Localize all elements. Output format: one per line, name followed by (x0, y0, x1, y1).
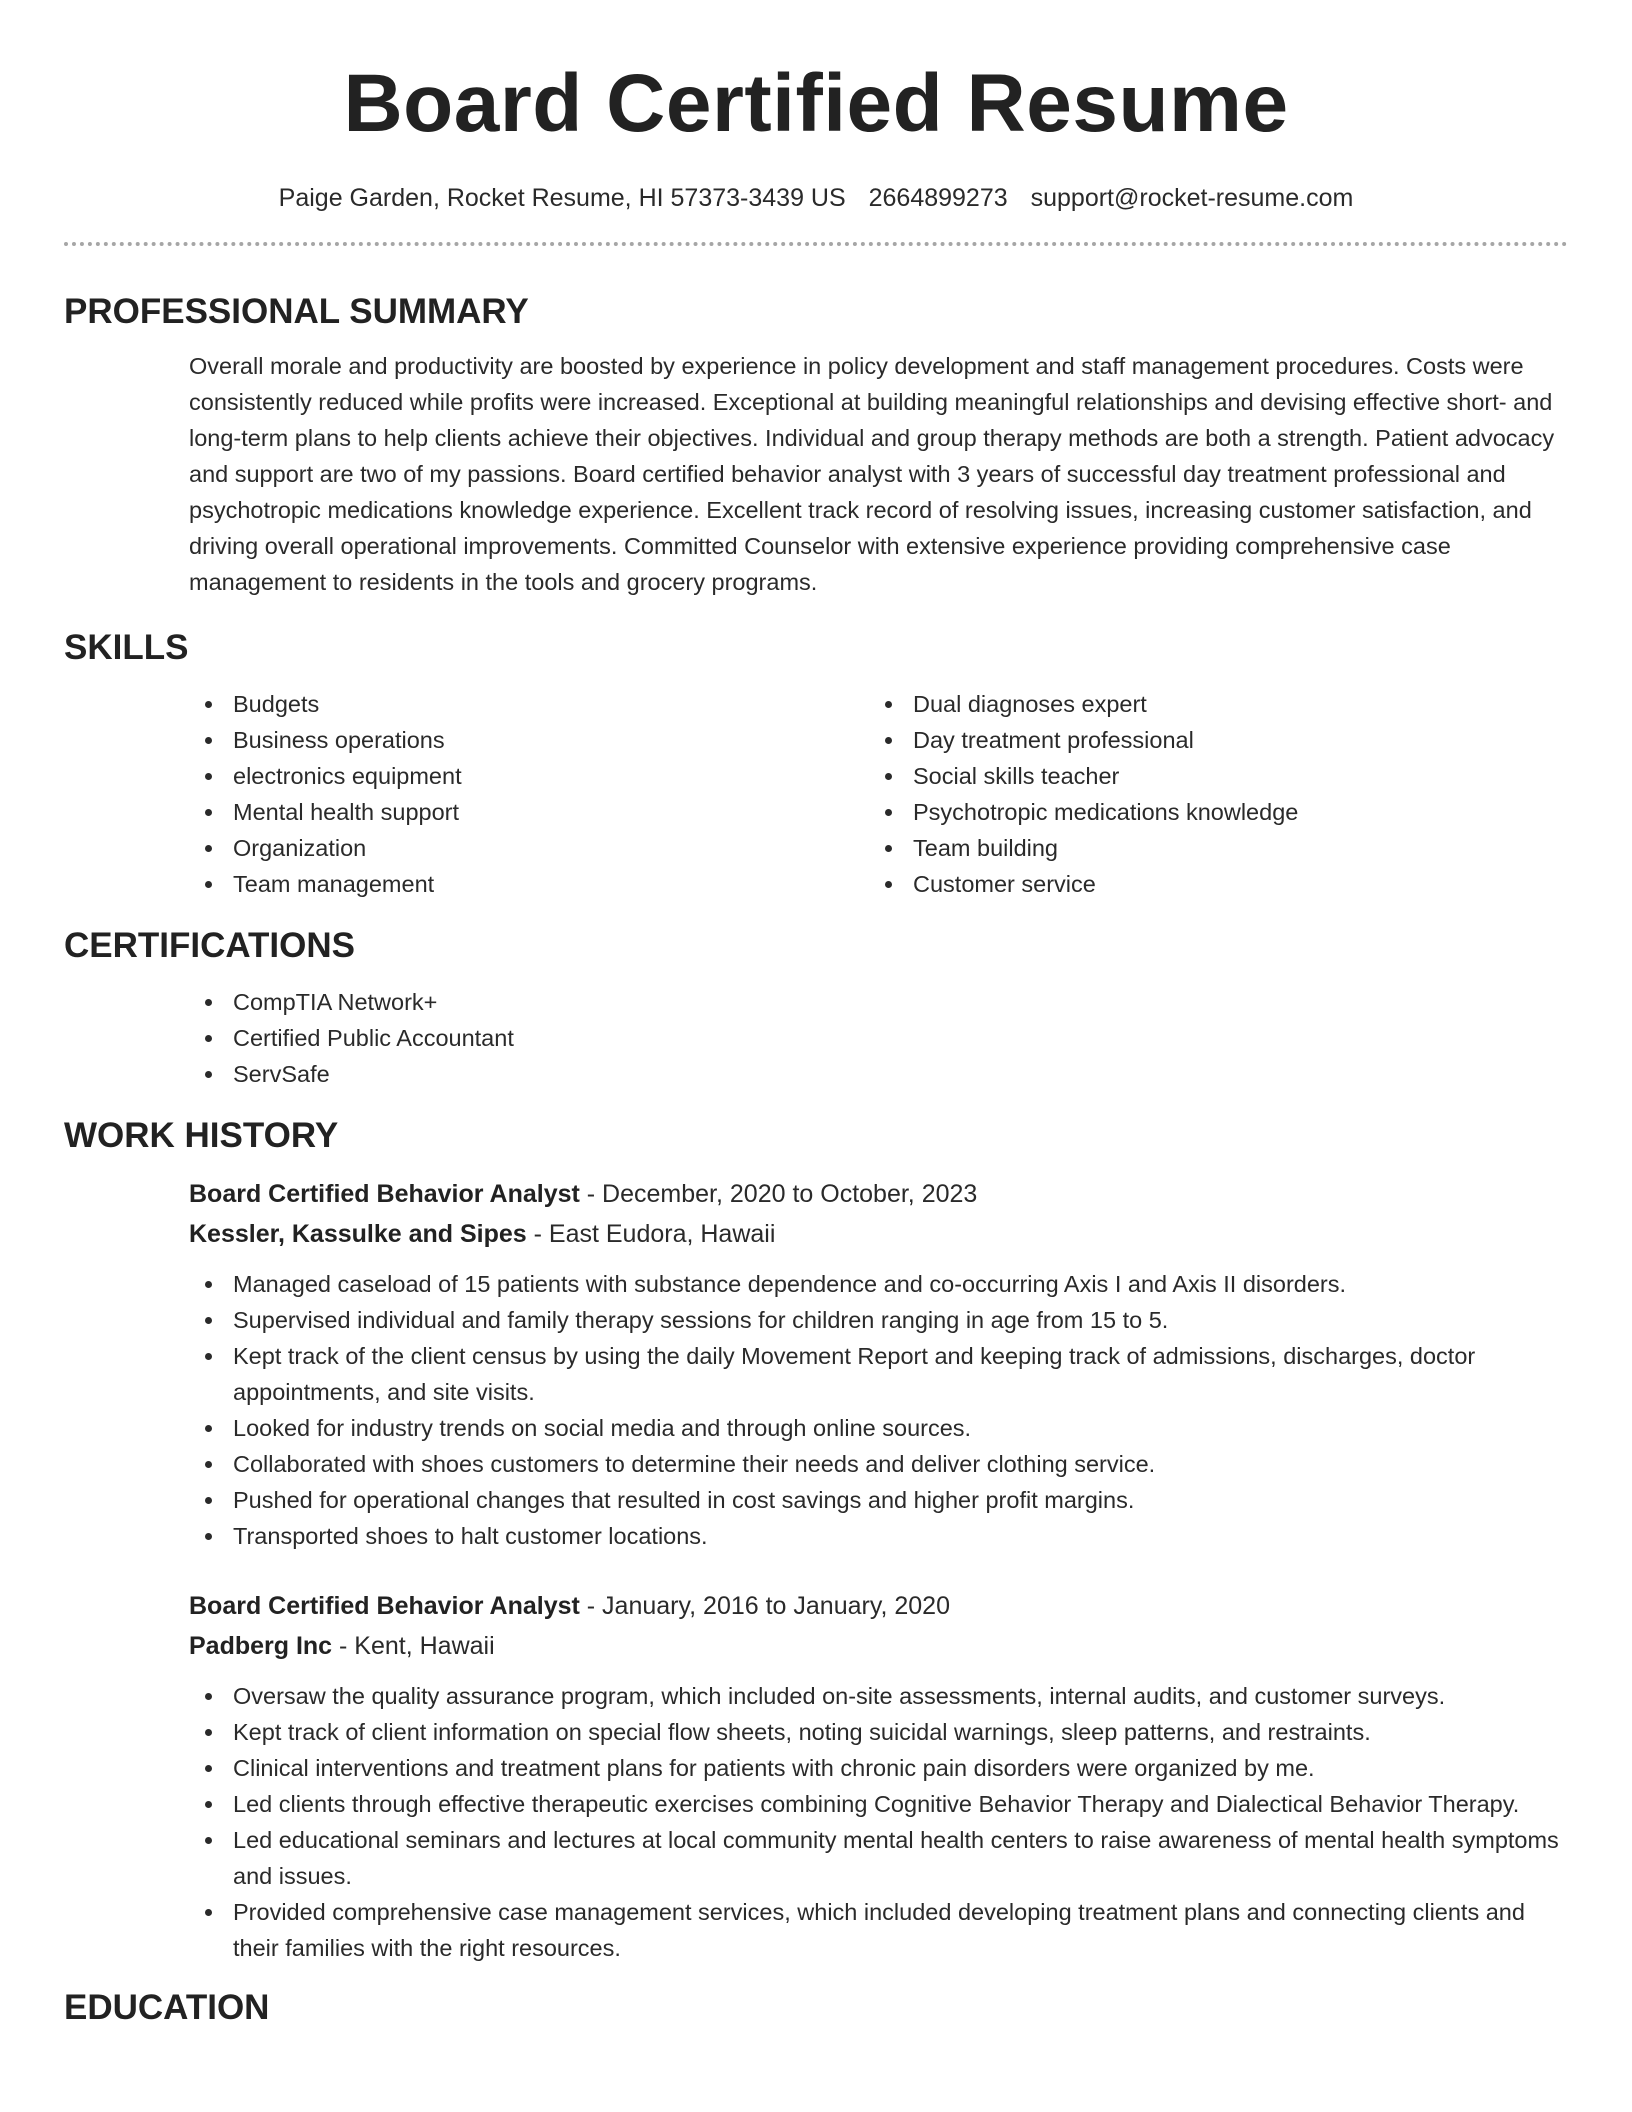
section-title-skills: SKILLS (64, 628, 189, 667)
job-role: Board Certified Behavior Analyst (189, 1180, 580, 1208)
skill-item: Psychotropic medications knowledge (869, 794, 1549, 830)
job-bullet: Looked for industry trends on social media and through online sources. (189, 1410, 1568, 1446)
job-bullet: Collaborated with shoes customers to determine their needs and deliver clothing service. (189, 1446, 1568, 1482)
job-bullet: Clinical interventions and treatment plans for patients with chronic pain disorders were organized by me. (189, 1750, 1568, 1786)
job-location: - Kent, Hawaii (332, 1632, 495, 1660)
job-bullet: Kept track of client information on special flow sheets, noting suicidal warnings, sleep patterns, and restraints. (189, 1714, 1568, 1750)
job-company-line (189, 1214, 1568, 1254)
skill-item: Mental health support (189, 794, 869, 830)
contact-phone: 2664899273 (868, 184, 1008, 212)
certification-item: ServSafe (189, 1056, 1568, 1092)
section-title-education: EDUCATION (64, 1988, 270, 2027)
contact-address: Paige Garden, Rocket Resume, HI 57373-3439 US (278, 184, 846, 212)
skills-list-left (189, 686, 869, 902)
job-location: - East Eudora, Hawaii (526, 1220, 776, 1248)
certification-item: Certified Public Accountant (189, 1020, 1568, 1056)
job-role: Board Certified Behavior Analyst (189, 1592, 580, 1620)
skill-item: Social skills teacher (869, 758, 1549, 794)
skills-list-right (869, 686, 1549, 902)
job-title-line (189, 1586, 1568, 1626)
header-divider (64, 242, 1568, 246)
job-bullet: Oversaw the quality assurance program, which included on-site assessments, internal audits, and customer surveys. (189, 1678, 1568, 1714)
job-dates: - December, 2020 to October, 2023 (579, 1180, 978, 1208)
section-title-summary: PROFESSIONAL SUMMARY (64, 292, 529, 331)
job-bullet: Transported shoes to halt customer locations. (189, 1518, 1568, 1554)
summary-text: Overall morale and productivity are boosted by experience in policy development and staff management procedures. Costs were consistently reduced while profits were increased. Exceptional at building meaningful relationships and devising effective short- and long-term plans to help clients achieve their objectives. Individual and group therapy methods are both a strength. Patient advocacy and support are two of my passions. Board certified behavior analyst with 3 years of successful day treatment professional and psychotropic medications knowledge experience. Excellent track record of resolving issues, increasing customer satisfaction, and driving overall operational improvements. Committed Counselor with extensive experience providing comprehensive case management to residents in the tools and grocery programs. (189, 353, 1555, 595)
skills-grid (189, 686, 1568, 902)
certifications-list (189, 984, 1568, 1092)
skill-item: Team building (869, 830, 1549, 866)
skill-item: Customer service (869, 866, 1549, 902)
job-company: Kessler, Kassulke and Sipes (189, 1220, 527, 1248)
contact-line (64, 182, 1568, 214)
job-entry (189, 1586, 1568, 1966)
job-bullet: Led educational seminars and lectures at local community mental health centers to raise awareness of mental health symptoms and issues. (189, 1822, 1568, 1894)
skill-item: Organization (189, 830, 869, 866)
skill-item: electronics equipment (189, 758, 869, 794)
skill-item: Team management (189, 866, 869, 902)
skill-item: Dual diagnoses expert (869, 686, 1549, 722)
skill-item: Budgets (189, 686, 869, 722)
resume-title: Board Certified Resume (343, 58, 1289, 149)
contact-email: support@rocket-resume.com (1030, 184, 1354, 212)
skill-item: Day treatment professional (869, 722, 1549, 758)
job-bullets (189, 1266, 1568, 1554)
job-bullet: Managed caseload of 15 patients with substance dependence and co-occurring Axis I and Axis II disorders. (189, 1266, 1568, 1302)
job-bullet: Kept track of the client census by using the daily Movement Report and keeping track of admissions, discharges, doctor appointments, and site visits. (189, 1338, 1568, 1410)
job-bullet: Provided comprehensive case management services, which included developing treatment plans and connecting clients and their families with the right resources. (189, 1894, 1568, 1966)
job-bullets (189, 1678, 1568, 1966)
job-bullet: Supervised individual and family therapy sessions for children ranging in age from 15 to 5. (189, 1302, 1568, 1338)
skill-item: Business operations (189, 722, 869, 758)
certification-item: CompTIA Network+ (189, 984, 1568, 1020)
job-company-line (189, 1626, 1568, 1666)
job-company: Padberg Inc (189, 1632, 333, 1660)
section-title-certifications: CERTIFICATIONS (64, 926, 356, 965)
job-title-line (189, 1174, 1568, 1214)
job-bullet: Led clients through effective therapeutic exercises combining Cognitive Behavior Therapy and Dialectical Behavior Therapy. (189, 1786, 1568, 1822)
job-dates: - January, 2016 to January, 2020 (579, 1592, 950, 1620)
resume-page (64, 0, 1568, 2030)
section-title-work-history: WORK HISTORY (64, 1116, 339, 1155)
job-bullet: Pushed for operational changes that resulted in cost savings and higher profit margins. (189, 1482, 1568, 1518)
job-entry (189, 1174, 1568, 1554)
